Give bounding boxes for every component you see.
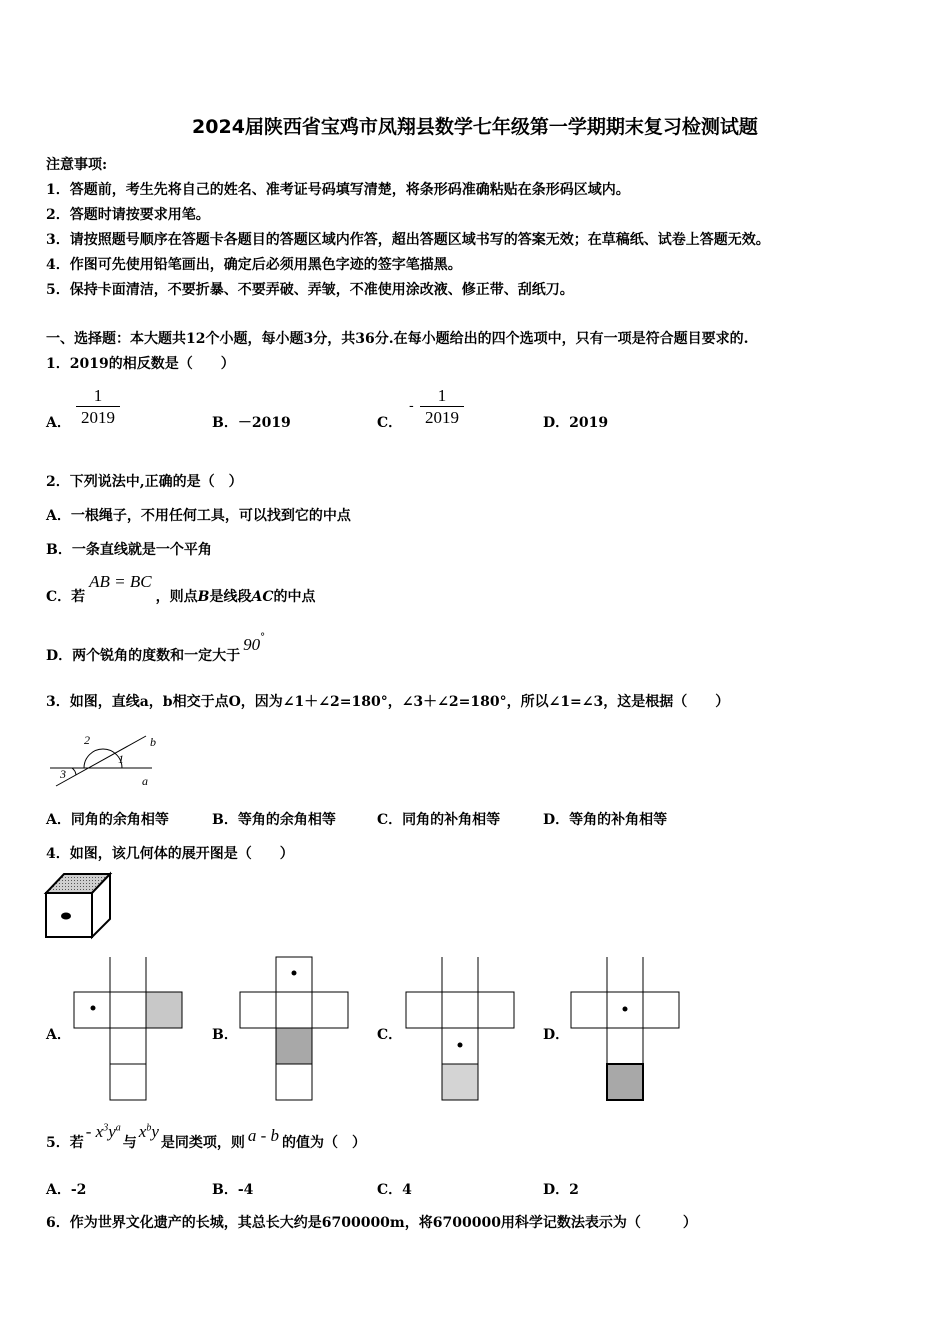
q5-expr: a - b: [247, 1126, 280, 1145]
q5-option-b: B．-4: [212, 1182, 254, 1198]
notice-item: 3．请按照题号顺序在答题卡各题目的答题区域内作答，超出答题区域书写的答案无效；在草稿纸、试卷上答题无效。: [46, 232, 770, 248]
q1-option-c-fraction: [420, 386, 464, 429]
q5-term2-y: y: [151, 1122, 159, 1141]
q5-term2-x: x: [138, 1122, 147, 1141]
label-3: 3: [60, 767, 66, 781]
q5-post: 的值为（ ）: [282, 1135, 367, 1151]
q5-option-c: C．4: [377, 1182, 412, 1198]
q2-option-c: [46, 572, 316, 606]
q2-d-math: 90: [243, 635, 261, 654]
notice-heading: 注意事项:: [46, 157, 108, 173]
notice-item: 4．作图可先使用铅笔画出，确定后必须用黑色字迹的签字笔描黑。: [46, 257, 462, 273]
label-b: b: [150, 735, 156, 749]
q2-c-point: B: [197, 589, 210, 605]
notice-item: 1．答题前，考生先将自己的姓名、准考证号码填写清楚，将条形码准确粘贴在条形码区域内。: [46, 182, 630, 198]
q3-option-c: C．同角的补角相等: [377, 812, 501, 828]
notice-item: 2．答题时请按要求用笔。: [46, 207, 210, 223]
angle-arc-3: [72, 768, 76, 775]
q5-term1-y-exp: a: [115, 1122, 121, 1134]
fraction-denominator: 2019: [81, 408, 115, 427]
q3-figure: [46, 728, 166, 790]
q4-net-c: [402, 955, 518, 1103]
q5-option-a: A．-2: [46, 1182, 87, 1198]
q5-term1-x: x: [95, 1122, 104, 1141]
q4-option-a-label: A．: [46, 1027, 71, 1043]
q2-d-degree: °: [260, 632, 266, 644]
q5-term1: [86, 1122, 121, 1141]
q4-cube-figure: [44, 871, 114, 941]
q2-option-a: A．一根绳子，不用任何工具，可以找到它的中点: [46, 508, 351, 524]
q4-option-b-label: B．: [212, 1027, 238, 1043]
q5-term2: [139, 1122, 159, 1141]
q5-mid2: 是同类项，则: [160, 1135, 245, 1151]
q5-term1-sign: -: [85, 1122, 92, 1141]
q4-option-c-label: C．: [377, 1027, 403, 1043]
q2-c-mid: 是线段: [209, 589, 252, 605]
label-a: a: [142, 774, 148, 788]
q4-net-b: [236, 955, 352, 1103]
q2-c-prefix: C．若: [46, 589, 86, 605]
q2-option-d: [46, 632, 266, 665]
fraction-denominator: 2019: [425, 408, 459, 427]
notice-item: 5．保持卡面清洁，不要折暴、不要弄破、弄皱，不准使用涂改液、修正带、刮纸刀。: [46, 282, 574, 298]
q5-term1-y: y: [108, 1122, 116, 1141]
cube-dot: [61, 913, 71, 920]
q3-option-a: A．同角的余角相等: [46, 812, 169, 828]
q5-term1-x-exp: 3: [103, 1122, 109, 1134]
q1-option-c-sign: -: [409, 398, 414, 414]
q4-net-d: [567, 955, 683, 1103]
q5-option-d: D．2: [543, 1182, 579, 1198]
angle-arc: [84, 749, 122, 768]
q3-option-b: B．等角的余角相等: [212, 812, 336, 828]
q5-mid: 与: [122, 1135, 137, 1151]
section-heading: 一、选择题：本大题共12个小题，每小题3分，共36分.在每小题给出的四个选项中，只有一项是符合题目要求的.: [46, 331, 749, 347]
q2-c-segment: AC: [251, 589, 274, 605]
q4-option-d-label: D．: [543, 1027, 570, 1043]
line-b: [56, 736, 146, 786]
q2-c-end: 的中点: [273, 589, 316, 605]
q5-term2-x-exp: b: [146, 1122, 152, 1134]
q5-stem: [46, 1122, 367, 1152]
q4-net-a: [70, 955, 186, 1103]
label-2: 2: [84, 733, 90, 747]
fraction-numerator: 1: [437, 386, 447, 405]
q1-option-d: D．2019: [543, 415, 609, 431]
q2-option-b: B．一条直线就是一个平角: [46, 542, 212, 558]
q6-stem: 6．作为世界文化遗产的长城，其总长大约是6700000m，将6700000用科学记数法表示为（ ）: [46, 1215, 697, 1231]
label-1: 1: [118, 752, 124, 766]
page-title: 2024届陕西省宝鸡市凤翔县数学七年级第一学期期末复习检测试题: [192, 116, 758, 138]
q3-option-d: D．等角的补角相等: [543, 812, 668, 828]
q4-stem: 4．如图，该几何体的展开图是（ ）: [46, 846, 294, 862]
q1-option-b: B．－2019: [212, 415, 291, 431]
q1-option-a-label: A．: [46, 415, 71, 431]
q2-stem: 2．下列说法中,正确的是（ ）: [46, 474, 243, 490]
q2-c-math: AB = BC: [89, 572, 152, 591]
q2-c-text: ，则点: [155, 589, 198, 605]
q1-option-a-fraction: [76, 386, 120, 429]
q2-d-text: D．两个锐角的度数和一定大于: [46, 648, 241, 664]
q1-option-c-label: C．: [377, 415, 403, 431]
q5-prefix: 5．若: [46, 1135, 84, 1151]
q1-stem: 1．2019的相反数是（ ）: [46, 356, 235, 372]
fraction-numerator: 1: [93, 386, 103, 405]
q3-stem: 3．如图，直线a，b相交于点O，因为∠1＋∠2=180°，∠3＋∠2=180°，所以∠1=∠3，这是根据（ ）: [46, 694, 730, 710]
